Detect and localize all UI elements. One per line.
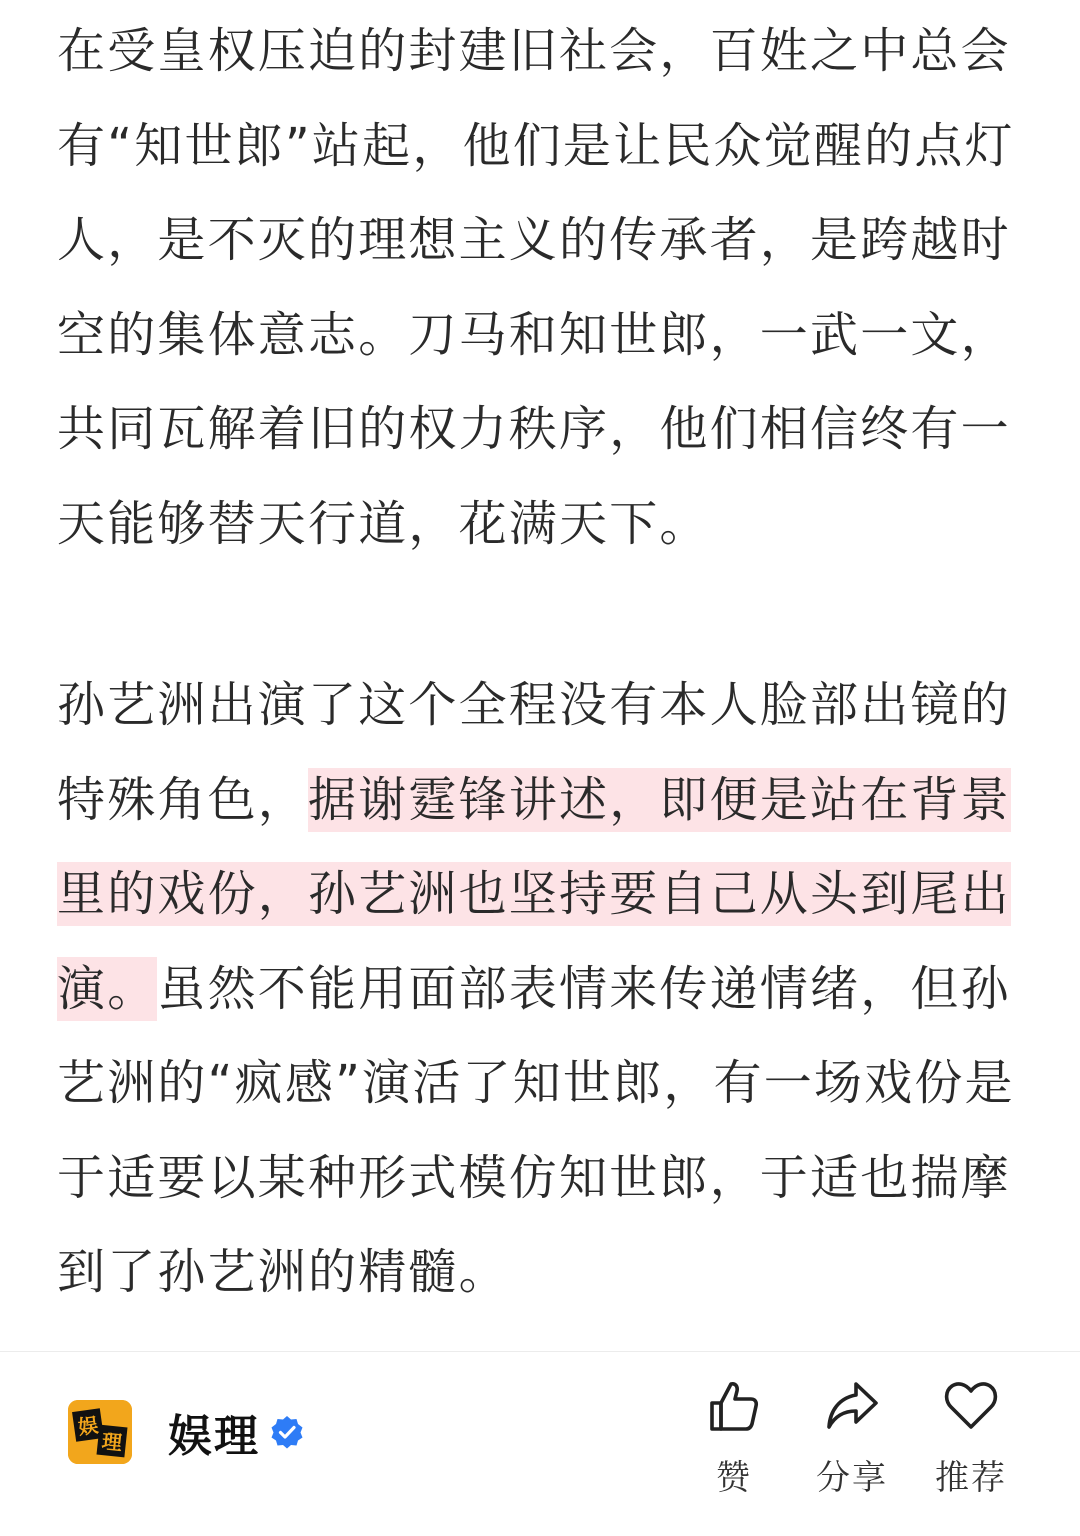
like-label: 赞: [716, 1458, 752, 1498]
highlighted-text: 据谢霆锋讲述，即便是站在背景里的戏: [57, 768, 1011, 927]
author-logo-mark: [68, 1400, 132, 1464]
heart-icon: [941, 1376, 1001, 1436]
author-logo[interactable]: [68, 1400, 132, 1464]
author-info[interactable]: [68, 1400, 304, 1464]
recommend-label: 推荐: [935, 1458, 1007, 1498]
logo-char: 理: [100, 1429, 124, 1455]
share-label: 分享: [816, 1458, 888, 1498]
highlighted-text: 份，孙艺洲也坚持要自己从头到尾出演。: [57, 862, 1011, 1021]
article-footer-bar: [0, 1352, 1080, 1536]
paragraph-text: 孙艺洲出演了这个全程没有本人脸部出镜的特殊角色，: [57, 677, 1011, 828]
paragraph-text: 虽然不能用面部表情来传递情绪，但孙艺洲的“疯感”演活了知世郎，有一场戏份是于适要以某种形式模仿知世郎，于适也揣摩到了孙艺洲的精髓。: [57, 960, 1015, 1300]
share-button[interactable]: [797, 1376, 907, 1499]
logo-char: 娱: [76, 1412, 100, 1440]
author-name[interactable]: 娱理: [168, 1411, 260, 1462]
article-paragraph: [57, 658, 1025, 1320]
article-paragraph: [57, 4, 1025, 571]
recommend-button[interactable]: [916, 1376, 1026, 1499]
thumbs-up-icon: [704, 1376, 764, 1436]
like-button[interactable]: [679, 1376, 789, 1499]
verified-badge-icon: [270, 1415, 304, 1449]
article-body: [57, 4, 1025, 1320]
paragraph-text: 在受皇权压迫的封建旧社会，百姓之中总会有“知世郎”站起，他们是让民众觉醒的点灯人，是不灭的理想主义的传承者，是跨越时空的集体意志。刀马和知世郎，一武一文，共同瓦解着旧的权力秩序，他们相信终有一天能够替天行道，花满天下。: [57, 23, 1015, 552]
share-arrow-icon: [822, 1376, 882, 1436]
